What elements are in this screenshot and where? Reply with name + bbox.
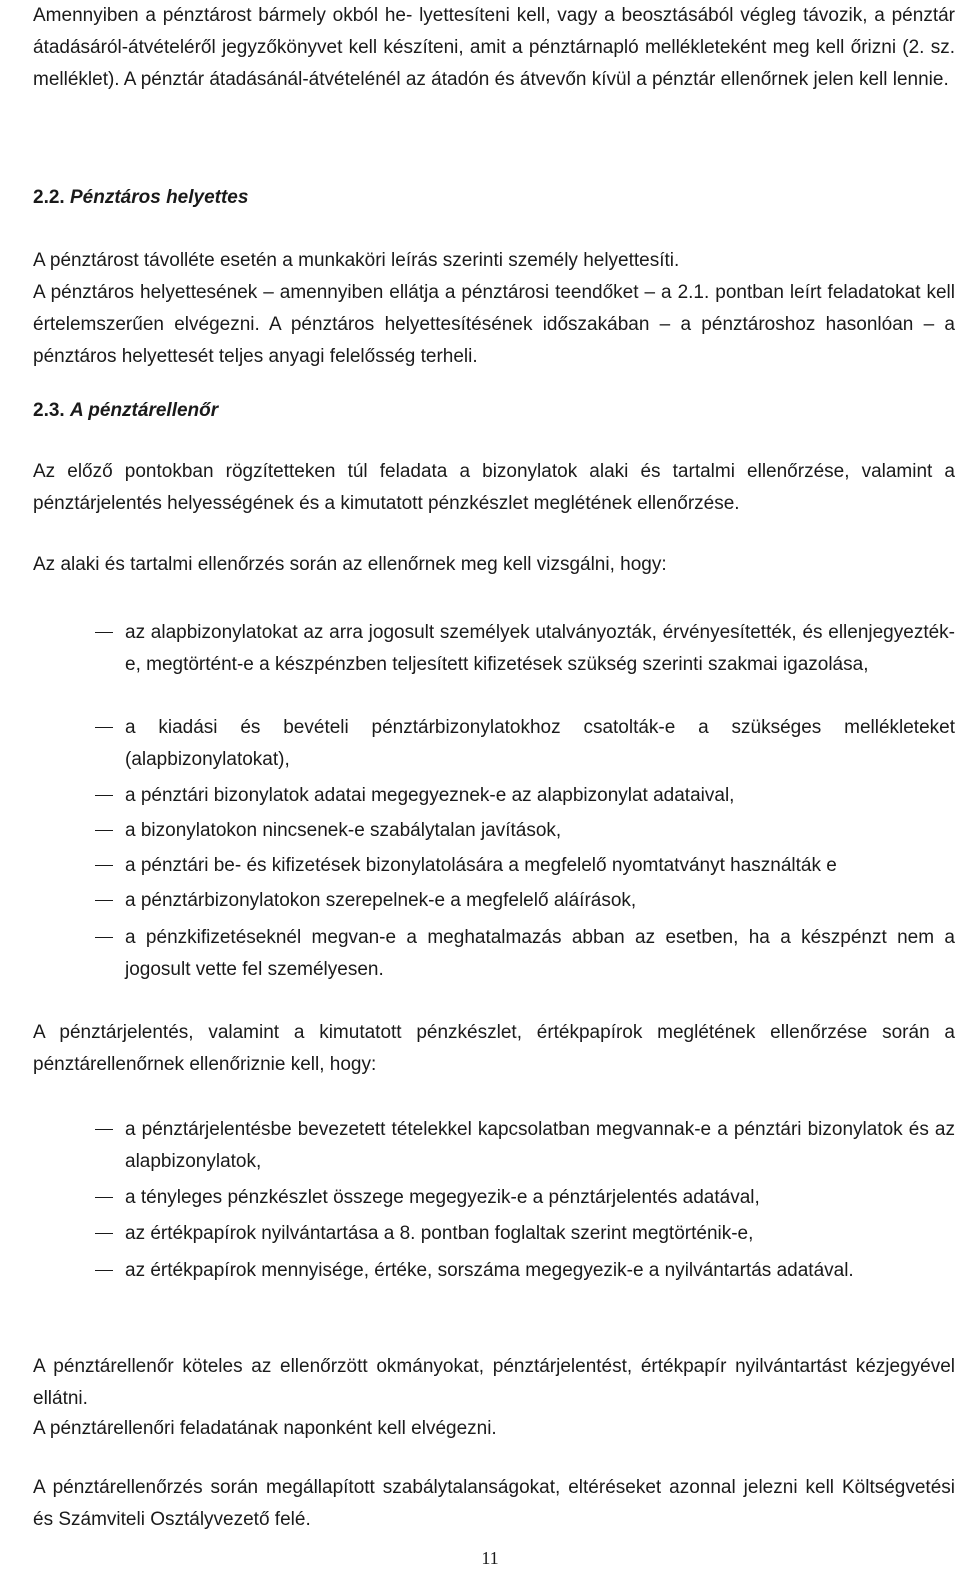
dash-bullet-icon: [95, 1233, 113, 1234]
list-item-text: az értékpapírok mennyisége, értéke, sorszáma megegyezik-e a nyilvántartás adatával.: [125, 1260, 854, 1281]
list-item-text: a pénztárbizonylatokon szerepelnek-e a megfelelő aláírások,: [125, 890, 637, 911]
dash-bullet-icon: [95, 795, 113, 796]
list-item-text: az alapbizonylatokat az arra jogosult személyek utalványozták, érvényesítették, és ellenjegyezték-e, megtörtént-e a készpénzben teljesített kifizetések szükség szerinti szakmai igazolása,: [125, 622, 955, 675]
dash-bullet-icon: [95, 1129, 113, 1130]
list-item: [125, 712, 955, 776]
section-number: 2.3.: [33, 400, 65, 421]
list-item-text: a pénztárjelentésbe bevezetett tételekkel kapcsolatban megvannak-e a pénztári bizonylatok és az alapbizonylatok,: [125, 1119, 955, 1172]
section-number: 2.2.: [33, 187, 65, 208]
list-item: [125, 1218, 955, 1250]
list-item: [125, 780, 955, 812]
dash-bullet-icon: [95, 727, 113, 728]
list-item: [125, 850, 955, 882]
list-item-text: a tényleges pénzkészlet összege megegyezik-e a pénztárjelentés adatával,: [125, 1187, 760, 1208]
section-title: A pénztárellenőr: [69, 400, 219, 421]
list-item: [125, 815, 955, 847]
dash-bullet-icon: [95, 1197, 113, 1198]
list-item: [125, 922, 955, 986]
dash-bullet-icon: [95, 865, 113, 866]
list-item-text: a pénztári bizonylatok adatai megegyeznek-e az alapbizonylat adataival,: [125, 785, 735, 806]
section-title: Pénztáros helyettes: [69, 187, 249, 208]
dash-bullet-icon: [95, 632, 113, 633]
list-item: [125, 1255, 955, 1287]
dash-bullet-icon: [95, 1270, 113, 1271]
list-item: [125, 885, 955, 917]
section-heading-2-2: [33, 182, 248, 214]
dash-bullet-icon: [95, 830, 113, 831]
section-heading-2-3: [33, 395, 218, 427]
paragraph-controller-duties: Az előző pontokban rögzítetteken túl feladata a bizonylatok alaki és tartalmi ellenőrzése, valamint a pénztárjelentés helyességének és a kimutatott pénzkészlet meglétének ellenőrzése.: [33, 461, 955, 514]
list-item: [125, 1182, 955, 1214]
list-item-text: a pénztári be- és kifizetések bizonylatolására a megfelelő nyomtatványt használták e: [125, 855, 837, 876]
list-item: [125, 1114, 955, 1178]
paragraph-daily-duty: A pénztárellenőri feladatának naponként kell elvégezni.: [33, 1418, 497, 1439]
list-item: [125, 617, 955, 681]
list-item-text: a bizonylatokon nincsenek-e szabálytalan javítások,: [125, 820, 562, 841]
list-item-text: az értékpapírok nyilvántartása a 8. pontban foglaltak szerint megtörténik-e,: [125, 1223, 754, 1244]
list-item-text: a pénzkifizetéseknél megvan-e a meghatalmazás abban az esetben, ha a készpénzt nem a jogosult vette fel személyesen.: [125, 927, 955, 980]
paragraph-handover: Amennyiben a pénztárost bármely okból he- lyettesíteni kell, vagy a beosztásából végleg távozik, a pénztár átadásáról-átvételéről jegyzőkönyvet kell készíteni, amit a pénztárnapló mellékleteként meg kell őrizni (2. sz. melléklet). A pénztár átadásánál-átvételénél az átadón és átvevőn kívül a pénztár ellenőrnek jelen kell lennie.: [33, 5, 955, 90]
dash-bullet-icon: [95, 937, 113, 938]
page-number: 11: [481, 1548, 499, 1568]
paragraph-signature-duty: A pénztárellenőr köteles az ellenőrzött okmányokat, pénztárjelentést, értékpapír nyilvántartást kézjegyével ellátni.: [33, 1356, 955, 1409]
paragraph-report-check-intro: A pénztárjelentés, valamint a kimutatott pénzkészlet, értékpapírok meglétének ellenőrzése során a pénztárellenőrnek ellenőriznie kell, hogy:: [33, 1022, 955, 1075]
paragraph-irregularities: A pénztárellenőrzés során megállapított szabálytalanságokat, eltéréseket azonnal jelezni kell Költségvetési és Számviteli Osztályvezető felé.: [33, 1477, 955, 1530]
paragraph-substitute-duties: A pénztáros helyettesének – amennyiben ellátja a pénztárosi teendőket – a 2.1. pontban leírt feladatokat kell értelemszerűen elvégezni. A pénztáros helyettesítésének időszakában – a pénztároshoz hasonlóan – a pénztáros helyettesét teljes anyagi felelősség terheli.: [33, 282, 955, 367]
dash-bullet-icon: [95, 900, 113, 901]
list-item-text: a kiadási és bevételi pénztárbizonylatokhoz csatolták-e a szükséges mellékleteket (alapbizonylatokat),: [125, 717, 955, 770]
paragraph-substitute-person: A pénztárost távolléte esetén a munkaköri leírás szerinti személy helyettesíti.: [33, 250, 680, 271]
paragraph-check-intro: Az alaki és tartalmi ellenőrzés során az ellenőrnek meg kell vizsgálni, hogy:: [33, 554, 667, 575]
